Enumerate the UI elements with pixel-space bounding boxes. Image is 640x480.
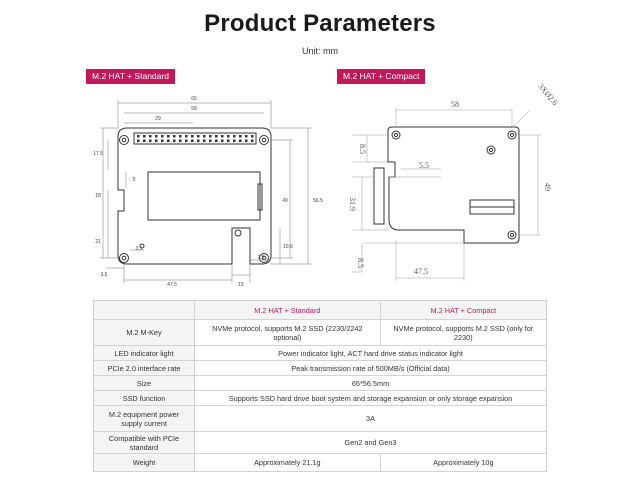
- header-pin: [227, 140, 230, 143]
- table-row: [94, 391, 547, 406]
- table-row: [94, 320, 547, 346]
- row-label: M.2 M-Key: [94, 320, 195, 346]
- std-dim-7-5: 7.5: [257, 255, 265, 261]
- header-blank: [94, 301, 195, 320]
- cell-merged: 65*56.5mm: [195, 376, 547, 391]
- header-pin: [155, 140, 158, 143]
- compact-board-drawing: [374, 127, 519, 243]
- header-pin: [245, 140, 248, 143]
- table-row: [94, 376, 547, 391]
- row-label: LED indicator light: [94, 346, 195, 361]
- header-pin: [161, 140, 164, 143]
- table-header-row: [94, 301, 547, 320]
- std-dim-29: 29: [155, 116, 161, 122]
- header-pin: [209, 140, 212, 143]
- header-pin: [251, 135, 254, 138]
- header-pin: [173, 140, 176, 143]
- table-row: [94, 361, 547, 376]
- std-dim-19-5: 19.5: [283, 244, 293, 250]
- header-standard: M.2 HAT + Standard: [195, 301, 381, 320]
- cell-merged: Supports SSD hard drive boot system and storage expansion or only storage expansion: [195, 391, 547, 406]
- cell-merged: Peak transmission rate of 500MB/s (Official data): [195, 361, 547, 376]
- std-dim-65: 65: [191, 96, 197, 102]
- header-pin: [227, 135, 230, 138]
- cell-standard: NVMe protocol, supports M.2 SSD (2230/2242 optional): [195, 320, 381, 346]
- table-row: [94, 406, 547, 432]
- std-dim-3-5-b: 3.5: [100, 272, 108, 278]
- header-pin: [191, 140, 194, 143]
- cmp-dim-31-9: 31.9: [348, 197, 357, 211]
- compact-variant-tag: M.2 HAT + Compact: [337, 69, 425, 84]
- header-pin: [221, 140, 224, 143]
- std-dim-3-5-a: 3.5: [135, 246, 143, 252]
- std-dim-17-5: 17.5: [93, 151, 103, 157]
- page-title: Product Parameters: [204, 10, 436, 37]
- std-dim-56-5: 56.5: [313, 198, 323, 204]
- header-pin: [215, 140, 218, 143]
- cmp-dim-49: 49: [543, 183, 552, 191]
- header-pin: [191, 135, 194, 138]
- std-dim-58: 58: [191, 106, 197, 112]
- cmp-dim-5-5: 5.5: [419, 161, 429, 170]
- header-pin: [239, 135, 242, 138]
- header-pin: [137, 135, 140, 138]
- header-pin: [197, 140, 200, 143]
- row-label: PCIe 2.0 interface rate: [94, 361, 195, 376]
- standard-board-drawing: [118, 128, 271, 264]
- std-dim-47-5: 47.5: [167, 282, 177, 288]
- standard-dimension-lines: [100, 100, 311, 283]
- std-dim-49: 49: [282, 198, 288, 204]
- std-dim-18: 18: [95, 193, 101, 199]
- header-pin: [161, 135, 164, 138]
- table-row: [94, 432, 547, 454]
- header-pin: [215, 135, 218, 138]
- header-pin: [149, 135, 152, 138]
- header-pin: [143, 135, 146, 138]
- row-label: M.2 equipment power supply current: [94, 406, 195, 432]
- header-pin: [143, 140, 146, 143]
- header-pin: [167, 140, 170, 143]
- header-pin: [179, 140, 182, 143]
- header-pin: [221, 135, 224, 138]
- cell-merged: Gen2 and Gen3: [195, 432, 547, 454]
- unit-label: Unit: mm: [302, 46, 338, 56]
- cmp-dim-8-5-bottom: 8.5: [356, 258, 365, 268]
- cell-merged: 3A: [195, 406, 547, 432]
- cell-compact: Approximately 10g: [380, 454, 546, 472]
- header-pin: [149, 140, 152, 143]
- table-row: [94, 454, 547, 472]
- cmp-dim-58: 58: [451, 100, 459, 109]
- header-pin: [185, 140, 188, 143]
- header-pin: [197, 135, 200, 138]
- header-pin: [155, 135, 158, 138]
- cell-merged: Power indicator light, ACT hard drive status indicator light: [195, 346, 547, 361]
- cell-compact: NVMe protocol, supports M.2 SSD (only for 2230): [380, 320, 546, 346]
- header-pin: [251, 140, 254, 143]
- row-label: Weight: [94, 454, 195, 472]
- cmp-dim-47-5: 47.5: [414, 267, 428, 276]
- header-pin: [203, 135, 206, 138]
- cell-standard: Approximately 21.1g: [195, 454, 381, 472]
- cmp-dim-holes: 3XØ2.6: [536, 81, 560, 108]
- header-pin: [173, 135, 176, 138]
- header-pin: [233, 140, 236, 143]
- standard-variant-tag: M.2 HAT + Standard: [86, 69, 175, 84]
- row-label: Size: [94, 376, 195, 391]
- table-row: [94, 346, 547, 361]
- header-compact: M.2 HAT + Compact: [380, 301, 546, 320]
- std-dim-15: 15: [238, 282, 244, 288]
- header-pin: [209, 135, 212, 138]
- header-pin: [239, 140, 242, 143]
- header-pin: [245, 135, 248, 138]
- std-dim-21: 21: [95, 239, 101, 245]
- header-pin: [167, 135, 170, 138]
- cmp-dim-8-5-top: 8.5: [358, 144, 367, 154]
- header-pin: [233, 135, 236, 138]
- row-label: SSD function: [94, 391, 195, 406]
- header-pin: [179, 135, 182, 138]
- spec-table: [93, 300, 547, 472]
- header-pin: [185, 135, 188, 138]
- header-pin: [137, 140, 140, 143]
- header-pin: [203, 140, 206, 143]
- row-label: Compatible with PCIe standard: [94, 432, 195, 454]
- std-dim-5: 5: [132, 177, 136, 183]
